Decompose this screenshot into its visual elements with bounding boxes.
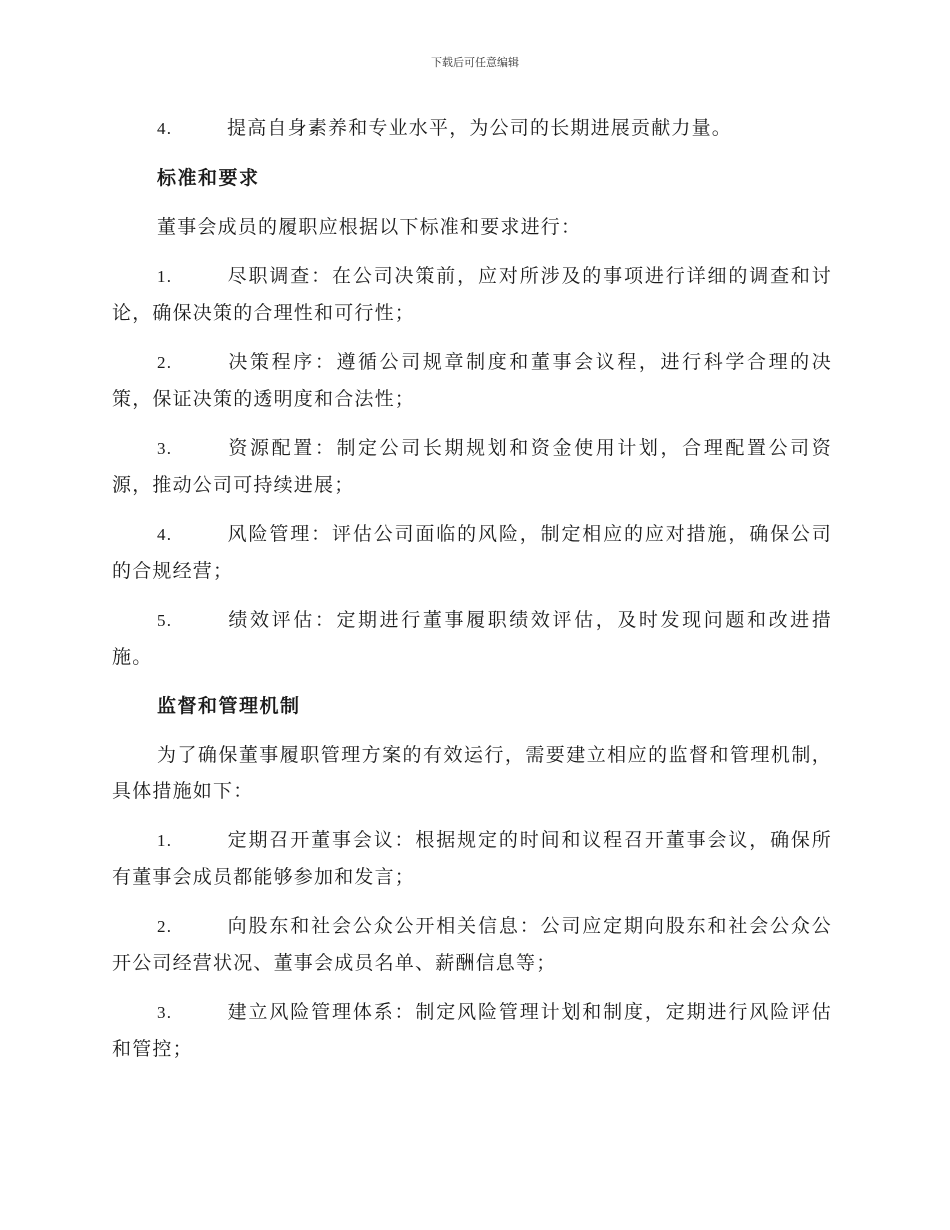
list-text: 建立风险管理体系：制定风险管理计划和制度，定期进行风险评估和管控； bbox=[112, 1001, 832, 1060]
document-body bbox=[112, 110, 832, 1080]
list-number: 2. bbox=[157, 353, 173, 372]
list-item bbox=[112, 822, 832, 895]
list-item bbox=[112, 344, 832, 417]
section-intro: 董事会成员的履职应根据以下标准和要求进行： bbox=[157, 216, 582, 238]
list-text: 风险管理：评估公司面临的风险，制定相应的应对措施，确保公司的合规经营； bbox=[112, 523, 832, 582]
list-number: 5. bbox=[157, 611, 173, 630]
list-item bbox=[112, 994, 832, 1067]
list-text: 绩效评估：定期进行董事履职绩效评估，及时发现问题和改进措施。 bbox=[112, 609, 832, 668]
section-intro: 为了确保董事履职管理方案的有效运行，需要建立相应的监督和管理机制，具体措施如下： bbox=[112, 744, 832, 802]
list-number: 1. bbox=[157, 267, 173, 286]
list-number: 4. bbox=[157, 119, 173, 138]
list-number: 3. bbox=[157, 439, 173, 458]
list-text: 资源配置：制定公司长期规划和资金使用计划，合理配置公司资源，推动公司可持续进展； bbox=[112, 437, 832, 496]
list-text: 向股东和社会公众公开相关信息：公司应定期向股东和社会公众公开公司经营状况、董事会成员名单、薪酬信息等； bbox=[112, 915, 832, 974]
list-text: 提高自身素养和专业水平，为公司的长期进展贡献力量。 bbox=[227, 117, 733, 139]
section-heading: 监督和管理机制 bbox=[157, 695, 301, 717]
list-text: 决策程序：遵循公司规章制度和董事会议程，进行科学合理的决策，保证决策的透明度和合法性； bbox=[112, 351, 832, 410]
list-number: 4. bbox=[157, 525, 173, 544]
list-number: 3. bbox=[157, 1003, 173, 1022]
section-heading: 标准和要求 bbox=[157, 167, 260, 189]
list-item bbox=[112, 908, 832, 981]
list-item bbox=[112, 516, 832, 589]
list-number: 2. bbox=[157, 917, 173, 936]
list-text: 定期召开董事会议：根据规定的时间和议程召开董事会议，确保所有董事会成员都能够参加和发言； bbox=[112, 829, 832, 888]
list-text: 尽职调查：在公司决策前，应对所涉及的事项进行详细的调查和讨论，确保决策的合理性和可行性； bbox=[112, 265, 832, 324]
list-item bbox=[112, 110, 832, 147]
list-item bbox=[112, 430, 832, 503]
list-item bbox=[112, 258, 832, 331]
list-item bbox=[112, 602, 832, 675]
page-header-note: 下载后可任意编辑 bbox=[431, 56, 519, 69]
list-number: 1. bbox=[157, 831, 173, 850]
